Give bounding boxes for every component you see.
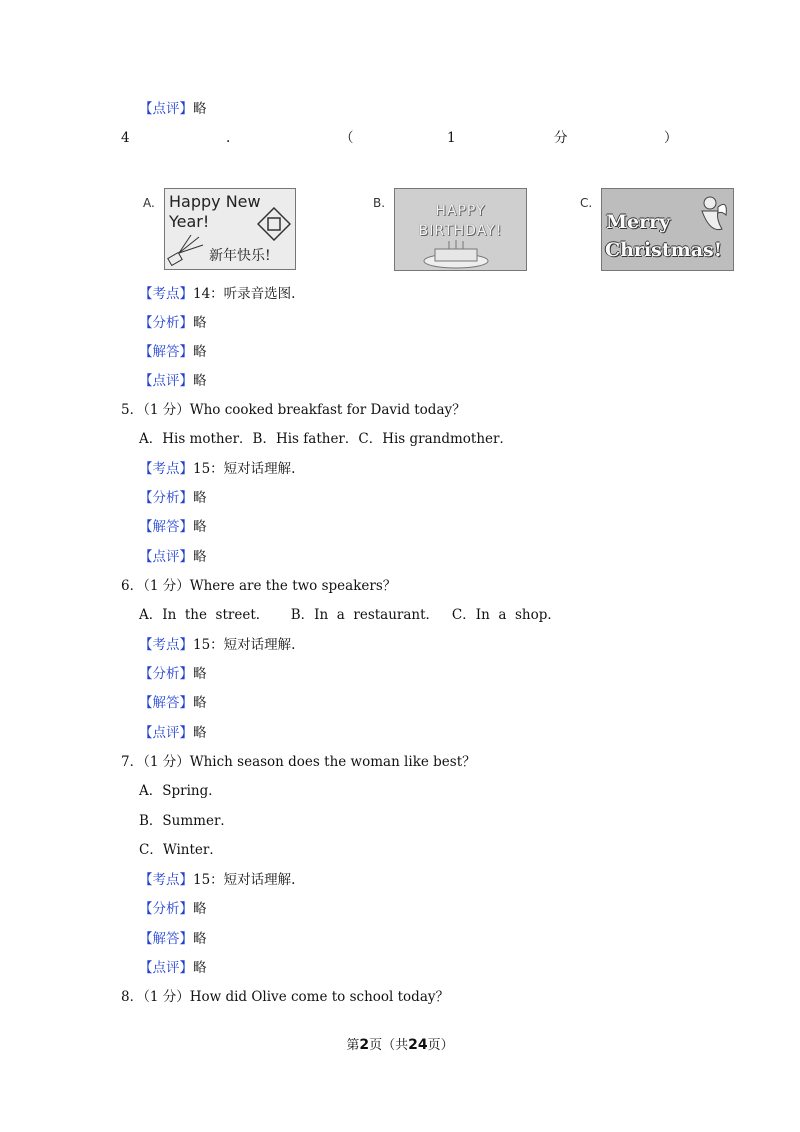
q4-fenxi: 【分析】略 [139, 315, 207, 331]
question-4-stem [0, 129, 800, 147]
q7-kaodian: 【考点】15：短对话理解. [139, 872, 296, 888]
question-7-stem: 7．（1 分）Which season does the woman like best？ [121, 754, 476, 770]
page-number: 2 [359, 1037, 370, 1053]
comment-tag: 【点评】 [139, 101, 193, 117]
q6-kaodian: 【考点】15：短对话理解. [139, 637, 296, 653]
q5-kaodian: 【考点】15：短对话理解. [139, 461, 296, 477]
comment-row [139, 100, 207, 118]
q5-jieda: 【解答】略 [139, 519, 207, 535]
page-footer: 第2页（共24页） [346, 1037, 454, 1053]
ornament-icon [257, 207, 291, 241]
q4-dianping: 【点评】略 [139, 373, 207, 389]
q5-dianping: 【点评】略 [139, 549, 207, 565]
q4-score: 1 [447, 130, 456, 146]
total-pages: 24 [408, 1037, 428, 1053]
happy-new-year-text: Happy New Year! [169, 192, 261, 231]
q6-fenxi: 【分析】略 [139, 666, 207, 682]
happy-text: HAPPY [435, 203, 486, 219]
merry-text: Merry [606, 211, 671, 233]
question-7-option-b: B．Summer． [139, 813, 234, 829]
firecracker-icon [167, 233, 205, 267]
q6-jieda: 【解答】略 [139, 695, 207, 711]
q5-fenxi: 【分析】略 [139, 490, 207, 506]
option-b-image [394, 188, 527, 271]
question-8-stem: 8．（1 分）How did Olive come to school today？ [121, 989, 450, 1005]
christmas-text: Christmas! [605, 239, 723, 261]
q4-jieda: 【解答】略 [139, 344, 207, 360]
q4-kaodian: 【考点】14：听录音选图. [139, 286, 296, 302]
q4-close-paren: ） [664, 130, 678, 146]
angel-icon [696, 193, 730, 235]
question-7-option-a: A．Spring． [139, 783, 222, 799]
q4-open-paren: （ [340, 130, 354, 146]
question-5-stem: 5．（1 分）Who cooked breakfast for David today？ [121, 402, 466, 418]
q4-dot: . [226, 130, 231, 146]
q7-dianping: 【点评】略 [139, 960, 207, 976]
q7-fenxi: 【分析】略 [139, 901, 207, 917]
question-7-option-c: C．Winter． [139, 842, 223, 858]
cake-icon [421, 239, 491, 269]
option-b-label: B. [373, 196, 386, 210]
birthday-text: BIRTHDAY! [418, 223, 503, 239]
option-c-image [601, 188, 734, 271]
option-a-label: A. [143, 196, 155, 210]
q4-number: 4 [121, 130, 130, 146]
question-6-options: A．In the street． B．In a restaurant． C．In a shop． [139, 607, 561, 623]
option-c-label: C. [580, 196, 593, 210]
q6-dianping: 【点评】略 [139, 725, 207, 741]
question-6-stem: 6．（1 分）Where are the two speakers？ [121, 578, 397, 594]
q4-unit: 分 [554, 130, 568, 146]
comment-text: 略 [193, 101, 207, 117]
q7-jieda: 【解答】略 [139, 931, 207, 947]
chinese-greeting: 新年快乐! [209, 248, 271, 264]
option-a-image [164, 188, 296, 270]
question-5-options: A．His mother．B．His father．C．His grandmother． [139, 431, 513, 447]
